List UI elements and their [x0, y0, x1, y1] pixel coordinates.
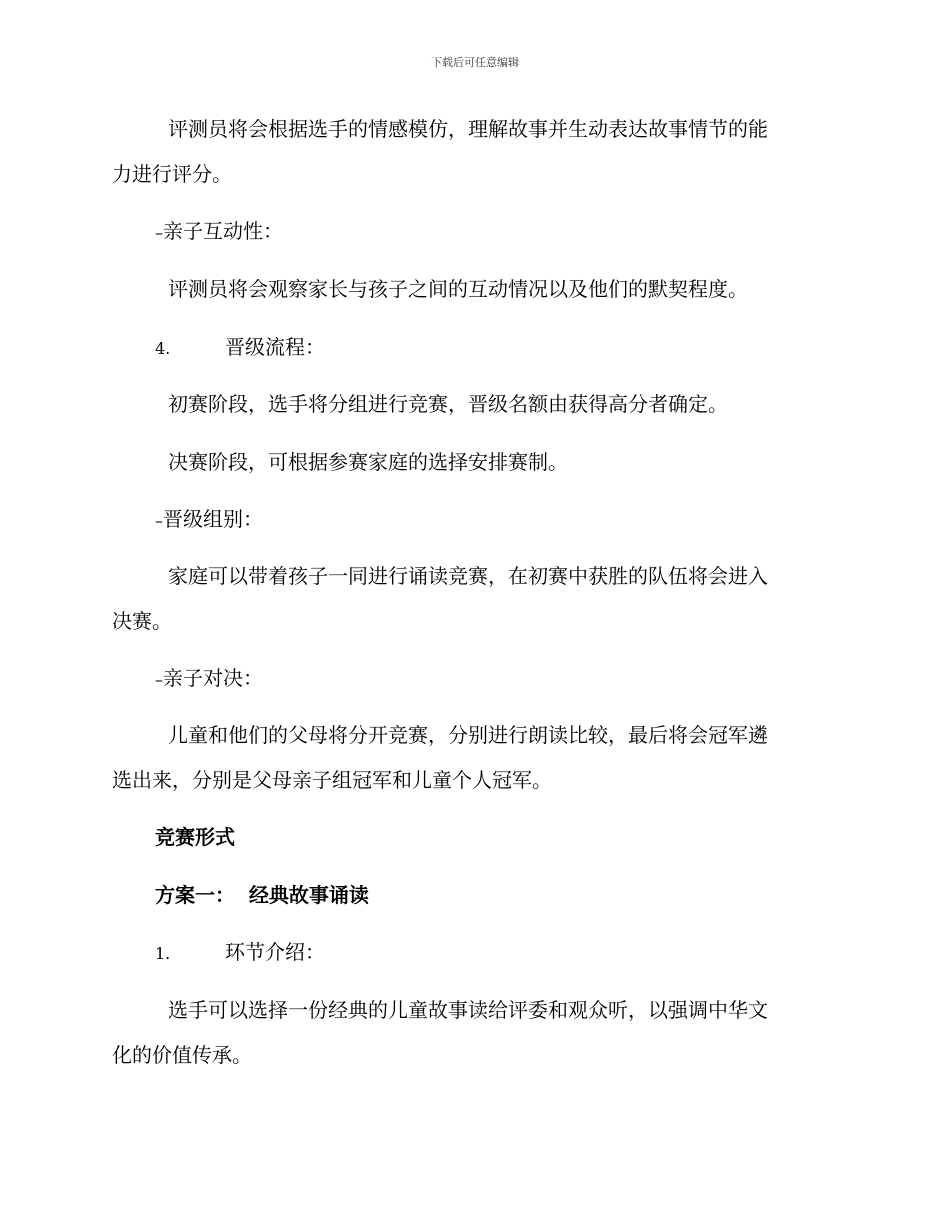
numbered-item-label: 晋级流程： [225, 335, 325, 359]
page-header: 下载后可任意编辑 [431, 56, 519, 69]
list-item-label: 晋级组别： [163, 507, 263, 531]
paragraph-line: 选手可以选择一份经典的儿童故事读给评委和观众听，以强调中华文 [168, 998, 768, 1022]
numbered-item-label: 环节介绍： [225, 940, 325, 964]
paragraph-line: 评测员将会观察家长与孩子之间的互动情况以及他们的默契程度。 [168, 277, 748, 301]
numbered-item-4 [155, 333, 835, 363]
plan-heading: 方案一： 经典故事诵读 [155, 883, 369, 907]
paragraph-line: 决赛阶段，可根据参赛家庭的选择安排赛制。 [168, 450, 568, 474]
paragraph-line: 力进行评分。 [112, 162, 232, 186]
list-item-duel [155, 664, 835, 694]
dash-bullet: – [155, 223, 163, 242]
paragraph-line: 初赛阶段，选手将分组进行竞赛，晋级名额由获得高分者确定。 [168, 392, 728, 416]
paragraph-line: 化的价值传承。 [112, 1043, 252, 1067]
paragraph-line: 选出来，分别是父母亲子组冠军和儿童个人冠军。 [112, 768, 552, 792]
list-item-label: 亲子互动性： [163, 219, 283, 243]
list-item-parent-interaction [155, 217, 835, 247]
section-heading: 竞赛形式 [155, 825, 235, 849]
dash-bullet: – [155, 670, 163, 689]
list-item-groups [155, 505, 835, 535]
dash-bullet: – [155, 511, 163, 530]
numbered-item-1 [155, 938, 835, 968]
item-number: 1. [155, 944, 171, 963]
item-number: 4. [155, 339, 171, 358]
paragraph-line: 决赛。 [112, 609, 172, 633]
paragraph-line: 儿童和他们的父母将分开竞赛，分别进行朗读比较，最后将会冠军遴 [168, 723, 768, 747]
paragraph-line: 评测员将会根据选手的情感模仿，理解故事并生动表达故事情节的能 [168, 117, 768, 141]
paragraph-line: 家庭可以带着孩子一同进行诵读竞赛，在初赛中获胜的队伍将会进入 [168, 564, 768, 588]
list-item-label: 亲子对决： [163, 666, 263, 690]
